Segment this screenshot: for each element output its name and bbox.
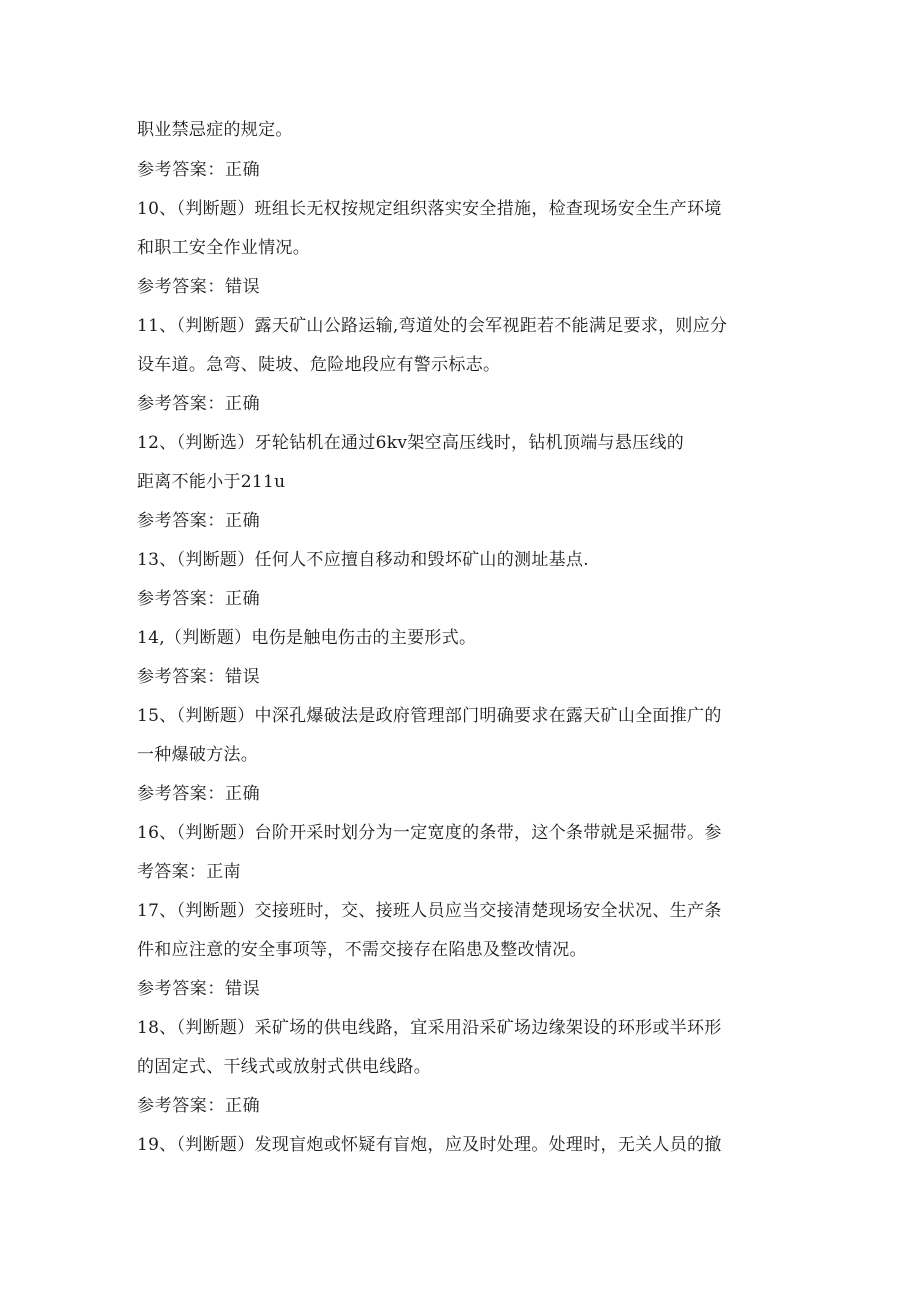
question-line: 16、（判断题）台阶开采时划分为一定宽度的条带，这个条带就是采掘带。参	[137, 823, 722, 843]
text-line: 设车道。急弯、陡坡、危险地段应有警示标志。	[137, 355, 501, 375]
answer-line: 参考答案：正确	[137, 160, 261, 180]
text-line: 和职工安全作业情况。	[137, 238, 310, 258]
text-line: 件和应注意的安全事项等，不需交接存在陷患及整改情况。	[137, 940, 587, 960]
text-line: 一种爆破方法。	[137, 745, 259, 765]
text-line: 距离不能小于211u	[137, 472, 286, 492]
question-line: 18、（判断题）采矿场的供电线路，宜采用沿采矿场边缘架设的环形或半环形	[137, 1018, 722, 1038]
question-line: 19、（判断题）发现盲炮或怀疑有盲炮，应及时处理。处理时，无关人员的撤	[137, 1135, 722, 1155]
question-line: 14,（判断题）电伤是触电伤击的主要形式。	[137, 628, 477, 648]
answer-line: 参考答案：错误	[137, 979, 261, 999]
text-line: 的固定式、干线式或放射式供电线路。	[137, 1057, 432, 1077]
answer-line: 参考答案：正确	[137, 511, 261, 531]
question-line: 15、（判断题）中深孔爆破法是政府管理部门明确要求在露天矿山全面推广的	[137, 706, 722, 726]
answer-line: 参考答案：正确	[137, 589, 261, 609]
text-line: 考答案：正南	[137, 862, 241, 882]
answer-line: 参考答案：错误	[137, 667, 261, 687]
text-line: 职业禁忌症的规定。	[137, 120, 293, 140]
answer-line: 参考答案：正确	[137, 1096, 261, 1116]
question-line: 13、（判断题）任何人不应擅自移动和毁坏矿山的测址基点.	[137, 550, 589, 570]
question-line: 10、（判断题）班组长无权按规定组织落实安全措施，检查现场安全生产环境	[137, 199, 722, 219]
answer-line: 参考答案：错误	[137, 277, 261, 297]
answer-line: 参考答案：正确	[137, 394, 261, 414]
question-line: 12、（判断选）牙轮钻机在通过6kv架空高压线时，钻机顶端与悬压线的	[137, 433, 685, 453]
answer-line: 参考答案：正确	[137, 784, 261, 804]
question-line: 11、（判断题）露天矿山公路运输,弯道处的会军视距若不能满足要求，则应分	[137, 316, 728, 336]
question-line: 17、（判断题）交接班时，交、接班人员应当交接清楚现场安全状况、生产条	[137, 901, 722, 921]
